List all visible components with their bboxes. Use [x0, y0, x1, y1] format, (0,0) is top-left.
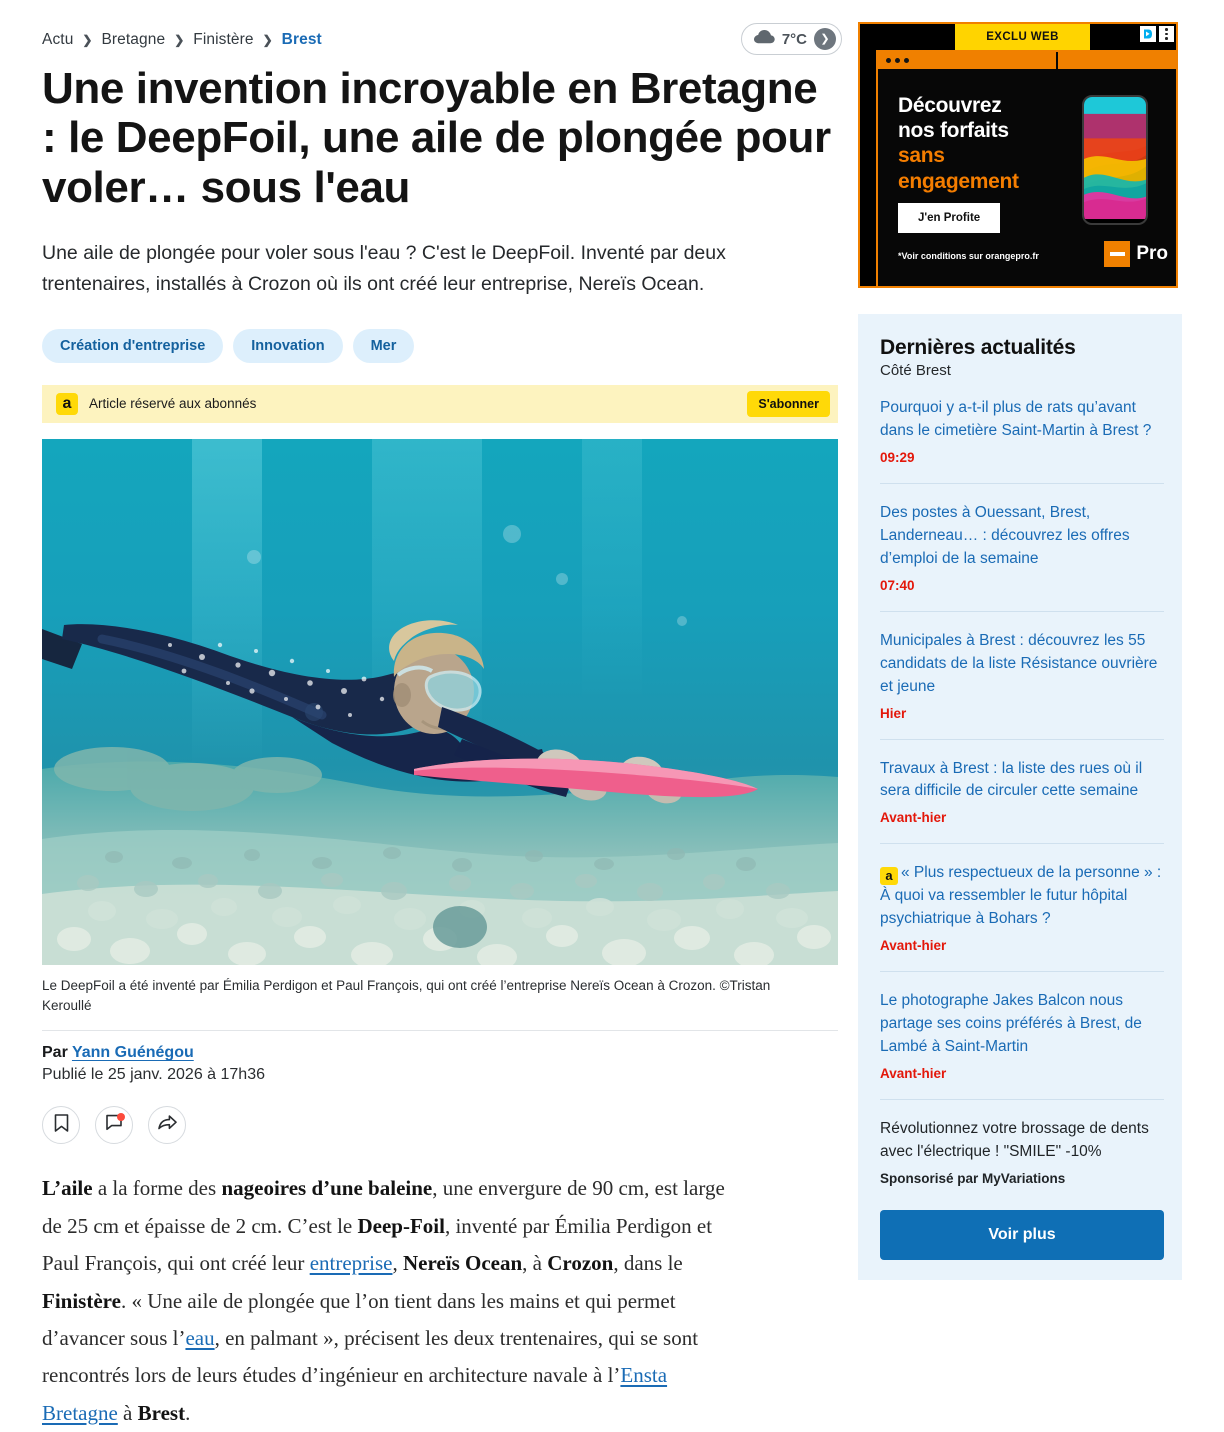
tag-mer[interactable]: Mer	[353, 329, 415, 363]
ad-headline-line3: sans	[898, 144, 945, 168]
news-headline[interactable]	[880, 862, 1164, 931]
share-icon	[158, 1114, 177, 1136]
kebab-menu-icon[interactable]	[1159, 26, 1174, 42]
author-link[interactable]: Yann Guénégou	[71, 1044, 194, 1062]
tag-list	[42, 329, 838, 363]
latest-news-subtitle: Côté Brest	[880, 362, 951, 379]
ad-cta-button[interactable]: J'en Profite	[898, 203, 1000, 233]
body-text-5: , à	[522, 1251, 548, 1276]
ad-brand-name: Pro	[1136, 243, 1168, 264]
news-headline[interactable]: Pourquoi y a-t-il plus de rats qu’avant dans le cimetière Saint-Martin à Brest ?	[880, 399, 1152, 439]
body-text-8: , en palmant », précisent les deux trentenaires, qui se sont rencontrés lors de leurs études d’ingénieur en architecture navale à l’	[42, 1325, 699, 1388]
news-headline-text: « Plus respectueux de la personne » : À quoi va ressembler le futur hôpital psychiatrique à Bohars ?	[880, 864, 1162, 928]
ad-exclu-label: EXCLU WEB	[955, 24, 1090, 50]
body-text-3: , inventé par Émilia Perdigon et Paul François, qui ont créé leur	[42, 1213, 713, 1276]
premium-badge-icon: a	[880, 867, 898, 885]
news-headline[interactable]: Le photographe Jakes Balcon nous partage ses coins préférés à Brest, de Lambé à Saint-Martin	[880, 992, 1142, 1056]
list-item[interactable]	[880, 843, 1164, 953]
news-time: Hier	[880, 705, 907, 721]
breadcrumb-item-actu[interactable]: Actu	[42, 31, 74, 48]
breadcrumb-item-bretagne[interactable]: Bretagne	[101, 31, 166, 48]
body-bold-deepfoil: Deep-Foil	[357, 1213, 445, 1238]
ad-headline-line2: nos forfaits	[898, 119, 1009, 143]
news-time: 09:29	[880, 449, 915, 465]
body-text-4: ,	[392, 1251, 403, 1276]
weather-go-icon[interactable]: ❯	[814, 28, 836, 50]
tag-innovation[interactable]: Innovation	[233, 329, 342, 363]
bookmark-button[interactable]	[42, 1106, 80, 1144]
news-headline[interactable]: Municipales à Brest : découvrez les 55 candidats de la liste Résistance ouvrière et jeune	[880, 631, 1158, 695]
body-link-ensta[interactable]: Ensta Bretagne	[42, 1363, 668, 1425]
weather-temperature: 7°C	[781, 30, 807, 48]
list-item[interactable]	[880, 971, 1164, 1081]
news-time: Avant-hier	[880, 938, 947, 954]
breadcrumb	[42, 0, 838, 58]
advertisement[interactable]	[858, 22, 1178, 288]
news-headline[interactable]: Travaux à Brest : la liste des rues où il sera difficile de circuler cette semaine	[880, 759, 1143, 800]
body-link-eau[interactable]: eau	[185, 1325, 215, 1350]
body-text-9: à	[117, 1400, 138, 1425]
body-bold-crozon: Crozon	[547, 1251, 614, 1276]
ad-phone-image	[1082, 95, 1148, 225]
adchoices-icon[interactable]	[1140, 26, 1156, 42]
cloud-icon	[754, 30, 775, 49]
list-item-sponsored[interactable]	[880, 1099, 1164, 1186]
article-body	[42, 1170, 742, 1432]
ad-browser-window	[876, 50, 1176, 286]
bookmark-icon	[54, 1114, 69, 1137]
subscriber-banner	[42, 385, 838, 423]
share-button[interactable]	[148, 1106, 186, 1144]
body-text-2: , une envergure de 90 cm, est large de 25 cm et épaisse de 2 cm. C’est le	[42, 1176, 725, 1238]
body-text-7: . « Une aile de plongée que l’on tient dans les mains et qui permet d’avancer sous l’	[42, 1288, 676, 1350]
body-bold-brest: Brest	[137, 1400, 186, 1425]
body-text-6: , dans le	[613, 1251, 683, 1276]
body-link-entreprise[interactable]: entreprise	[309, 1251, 393, 1276]
publish-date: Publié le 25 janv. 2026 à 17h36	[42, 1066, 265, 1084]
list-item[interactable]	[880, 611, 1164, 721]
see-more-button[interactable]: Voir plus	[880, 1210, 1164, 1260]
comment-notification-dot	[117, 1113, 125, 1121]
news-headline[interactable]: Révolutionnez votre brossage de dents avec l'électrique ! "SMILE" -10%	[880, 1120, 1149, 1160]
divider	[42, 1030, 838, 1031]
ad-headline-line1: Découvrez	[898, 94, 1002, 117]
latest-news-panel	[858, 314, 1182, 1280]
ad-headline-line4: engagement	[898, 169, 1019, 193]
ad-headline	[898, 93, 1019, 194]
latest-news-title: Dernières actualités	[880, 336, 1076, 359]
weather-widget[interactable]	[741, 23, 842, 55]
tag-creation-entreprise[interactable]: Création d'entreprise	[42, 329, 223, 363]
article-standfirst: Une aile de plongée pour voler sous l'eau ? C'est le DeepFoil. Inventé par deux trentenaires, installés à Crozon où ils ont créé leur entreprise, Nereïs Ocean.	[42, 241, 726, 296]
body-bold-nageoires: nageoires d’une baleine	[221, 1176, 433, 1201]
article-hero-image	[42, 439, 838, 965]
ad-creative	[878, 69, 1176, 275]
chevron-right-icon: ❯	[262, 33, 273, 47]
news-time: Avant-hier	[880, 810, 947, 826]
ad-window-chrome	[878, 52, 1176, 69]
news-time: Avant-hier	[880, 1066, 947, 1081]
right-rail	[858, 22, 1182, 1280]
orange-logo-icon	[1104, 241, 1130, 267]
premium-badge-icon: a	[56, 393, 78, 415]
body-bold-finistere: Finistère	[42, 1288, 121, 1313]
breadcrumb-item-brest[interactable]: Brest	[281, 31, 322, 48]
body-bold-nereis: Nereïs Ocean	[402, 1251, 523, 1276]
ad-legal-text: *Voir conditions sur orangepro.fr	[898, 251, 1039, 261]
main-column	[42, 0, 838, 1432]
body-text-10: .	[185, 1400, 191, 1425]
sponsored-label: Sponsorisé par MyVariations	[880, 1170, 1066, 1186]
chevron-right-icon: ❯	[82, 33, 93, 47]
subscriber-banner-text: Article réservé aux abonnés	[89, 396, 257, 412]
byline-prefix: Par	[42, 1044, 68, 1062]
article-actions	[42, 1106, 838, 1144]
subscriber-banner-left	[56, 393, 256, 415]
byline	[42, 1044, 838, 1062]
news-headline[interactable]: Des postes à Ouessant, Brest, Landerneau… : découvrez les offres d’emploi de la semaine	[880, 503, 1130, 567]
comment-button[interactable]	[95, 1106, 133, 1144]
breadcrumb-item-finistere[interactable]: Finistère	[193, 31, 254, 48]
news-time: 07:40	[880, 577, 915, 593]
image-caption: Le DeepFoil a été inventé par Émilia Perdigon et Paul François, qui ont créé l’entreprise Nereïs Ocean à Crozon. ©Tristan Keroullé	[42, 977, 771, 1014]
body-text-1: a la forme des	[92, 1176, 222, 1201]
ad-brand-logo	[1104, 241, 1168, 267]
list-item[interactable]	[880, 379, 1164, 465]
list-item[interactable]	[880, 739, 1164, 826]
page-title: Une invention incroyable en Bretagne : le DeepFoil, une aile de plongée pour voler… sous l'eau	[42, 64, 831, 212]
subscribe-button[interactable]: S'abonner	[747, 391, 830, 417]
body-bold-laile: L’aile	[42, 1176, 93, 1201]
list-item[interactable]	[880, 483, 1164, 593]
chevron-right-icon: ❯	[174, 33, 185, 47]
